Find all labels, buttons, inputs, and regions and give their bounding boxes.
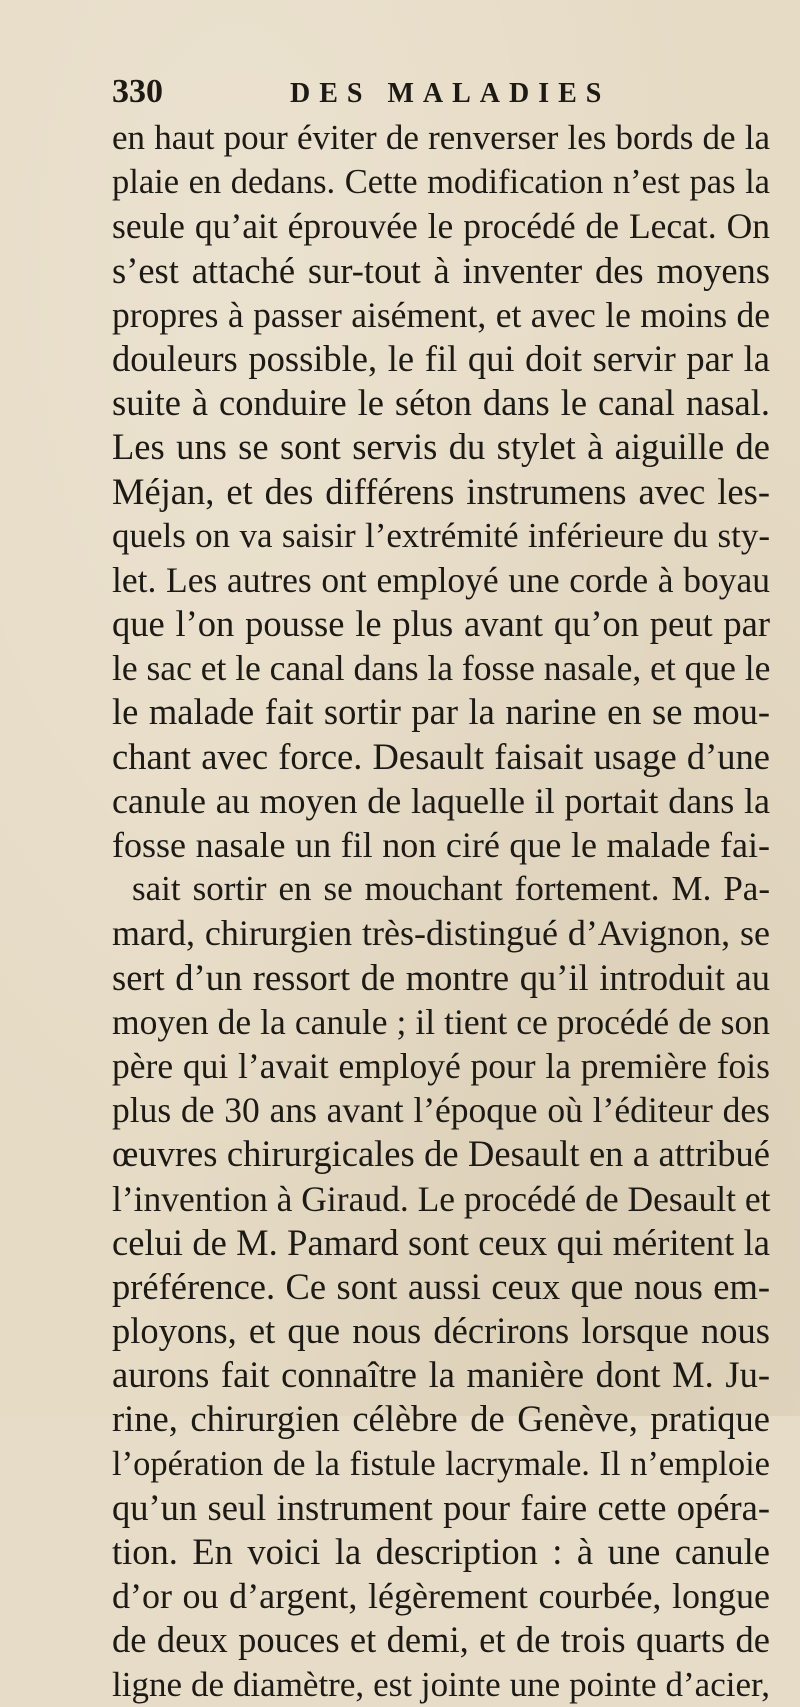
text-line: douleurs possible, le fil qui doit servir par la [112,337,770,379]
body-text [112,116,770,1707]
text-line: de deux pouces et demi, et de trois quarts de [112,1619,770,1661]
text-line: sert d’un ressort de montre qu’il introduit au [112,956,770,998]
text-line: celui de M. Pamard sont ceux qui méritent la [112,1221,770,1263]
text-line: Les uns se sont servis du stylet à aiguille de [112,426,770,468]
text-line: mard, chirurgien très-distingué d’Avignon, se [112,913,770,954]
text-line: d’or ou d’argent, légèrement courbée, longue [112,1576,770,1617]
text-line: le malade fait sortir par la narine en se mou- [112,691,770,733]
text-line: tion. En voici la description : à une canule [112,1531,770,1572]
running-title: DES MALADIES [290,78,611,109]
page-number: 330 [112,73,163,110]
text-line: s’est attaché sur-tout à inventer des moyens [112,249,770,291]
text-line: let. Les autres ont employé une corde à boyau [112,559,770,600]
text-line: rine, chirurgien célèbre de Genève, pratique [112,1398,770,1440]
text-line: seule qu’ait éprouvée le procédé de Lecat. On [112,206,770,247]
text-line: l’invention à Giraud. Le procédé de Desault et [112,1178,771,1219]
text-line: préférence. Ce sont aussi ceux que nous em- [112,1265,770,1307]
text-line: ployons, et que nous décrirons lorsque nous [112,1310,770,1352]
text-line: canule au moyen de laquelle il portait dans la [112,780,770,821]
text-line: l’opération de la fistule lacrymale. Il n’emploie [112,1444,770,1483]
text-line: quels on va saisir l’extrémité inférieure du sty- [112,515,770,555]
text-line: ligne de diamètre, est jointe une pointe d’acier, [112,1664,770,1704]
text-line: moyen de la canule ; il tient ce procédé de son [112,1001,770,1042]
text-line: qu’un seul instrument pour faire cette opéra- [112,1486,770,1528]
text-line: plaie en dedans. Cette modification n’est pas la [112,163,770,202]
text-line: le sac et le canal dans la fosse nasale, et que le [112,648,771,689]
text-line: en haut pour éviter de renverser les bords de la [112,118,770,157]
text-line: fosse nasale un fil non ciré que le malade fai- [112,825,770,865]
page-header [112,72,672,112]
text-line: aurons fait connaître la manière dont M. Ju- [112,1354,770,1396]
text-line: chant avec force. Desault faisait usage d’une [112,735,770,777]
text-line: plus de 30 ans avant l’époque où l’éditeur des [112,1090,770,1131]
text-line: père qui l’avait employé pour la première fois [112,1045,770,1086]
text-line: œuvres chirurgicales de Desault en a attribué [112,1133,770,1175]
text-line: suite à conduire le séton dans le canal nasal. [112,382,770,424]
text-line: que l’on pousse le plus avant qu’on peut par [112,603,770,645]
text-line: Méjan, et des différens instrumens avec les- [112,470,770,512]
text-line: propres à passer aisément, et avec le moins de [112,294,770,335]
text-line: sait sortir en se mouchant fortement. M. Pa- [132,869,770,909]
